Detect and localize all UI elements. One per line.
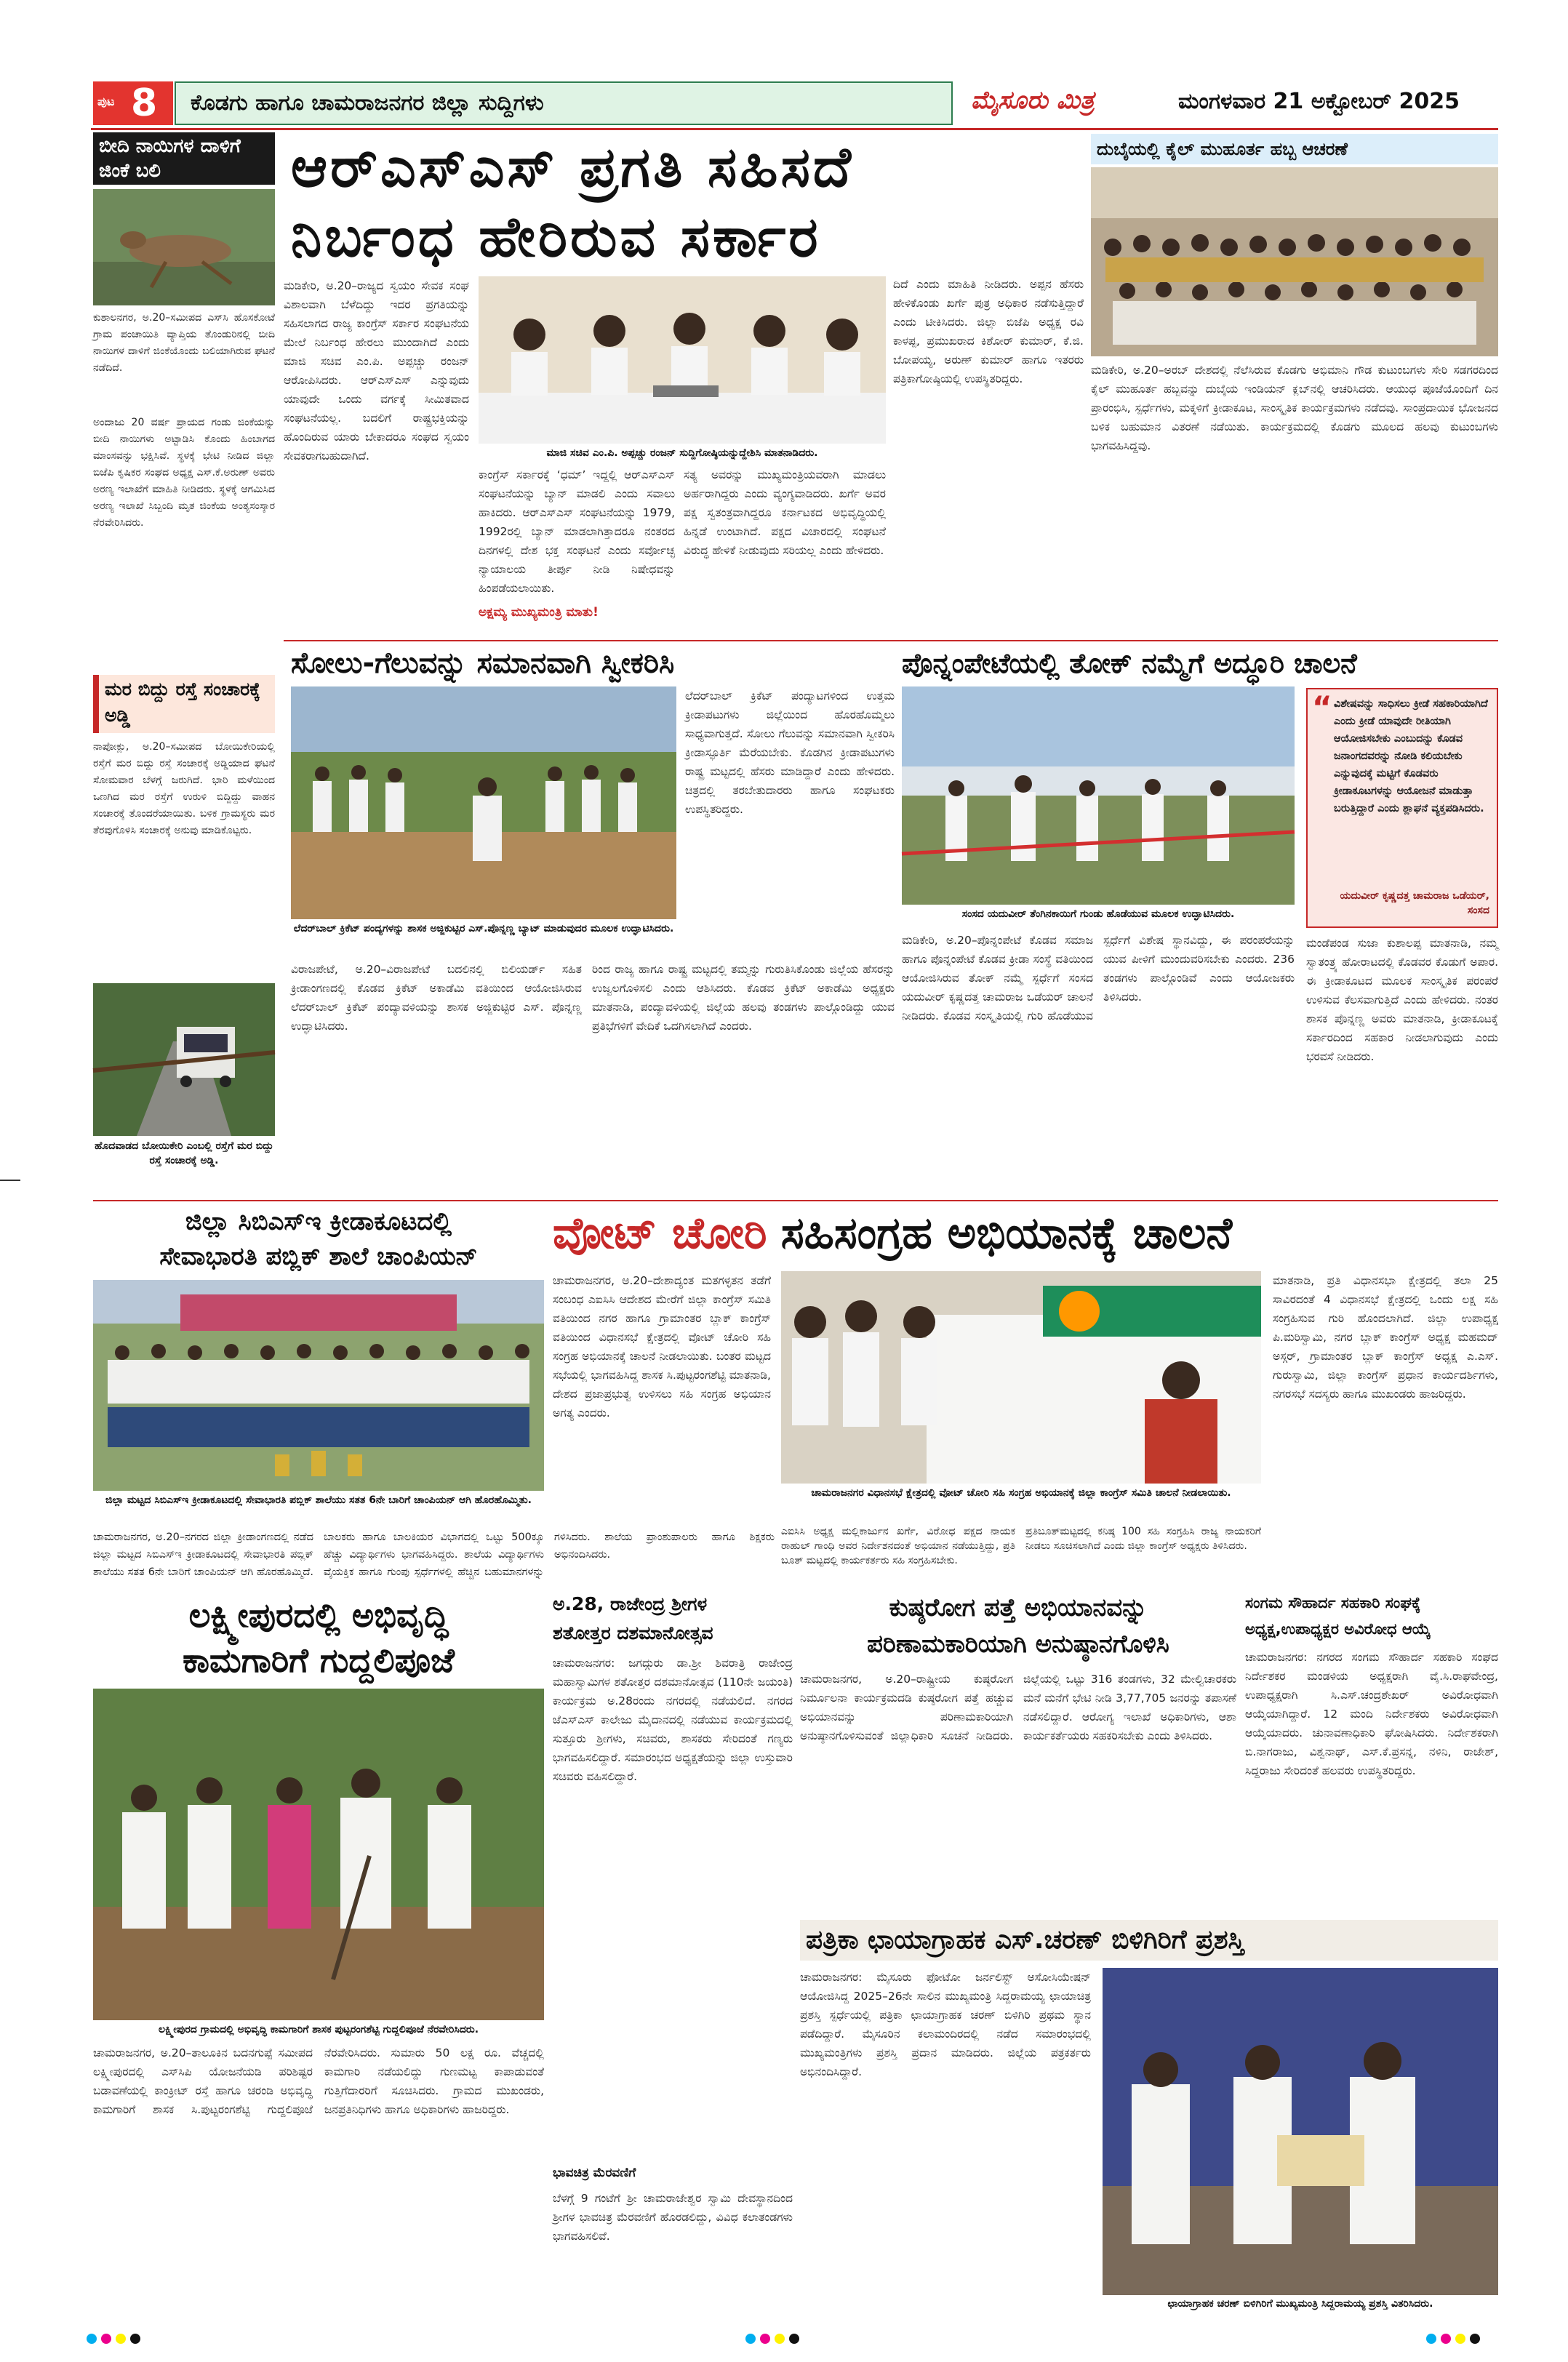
seva-body: ಚಾಮರಾಜನಗರ, ಅ.20–ನಗರದ ಜಿಲ್ಲಾ ಕ್ರೀಡಾಂಗಣದಲ್ಲಿ ನಡೆದ ಜಿಲ್ಲಾ ಮಟ್ಟದ ಸಿಬಿಎಸ್‌ಇ ಕ್ರೀಡಾಕೂಟದಲ್ಲಿ ಸೇವಾಭಾರತಿ ಪಬ್ಲಿಕ್ ಶಾಲೆಯು ಸತತ 6ನೇ ಬಾರಿಗೆ ಚಾಂಪಿಯನ್ ಆಗಿ ಹೊರಹೊಮ್ಮಿದೆ. ಬಾಲಕರು ಹಾಗೂ ಬಾಲಕಿಯರ ವಿಭಾಗದಲ್ಲಿ ಒಟ್ಟು 500ಕ್ಕೂ ಹೆಚ್ಚು ವಿದ್ಯಾರ್ಥಿಗಳು ಭಾಗವಹಿಸಿದ್ದರು. ಶಾಲೆಯ ವಿದ್ಯಾರ್ಥಿಗಳು ವೈಯಕ್ತಿಕ ಹಾಗೂ ಗುಂಪು ಸ್ಪರ್ಧೆಗಳಲ್ಲಿ ಹೆಚ್ಚಿನ ಬಹುಮಾನಗಳನ್ನು ಗಳಿಸಿದರು. ಶಾಲೆಯ ಪ್ರಾಂಶುಪಾಲರು ಹಾಗೂ ಶಿಕ್ಷಕರು ಅಭಿನಂದಿಸಿದರು. (93, 1532, 775, 1578)
vote-below-left: ಎಐಸಿಸಿ ಅಧ್ಯಕ್ಷ ಮಲ್ಲಿಕಾರ್ಜುನ ಖರ್ಗೆ, ವಿರೋಧ ಪಕ್ಷದ ನಾಯಕ ರಾಹುಲ್ ಗಾಂಧಿ ಅವರ ನಿರ್ದೇಶನದಂತೆ ಅಭಿಯಾನ ನಡೆಯುತ್ತಿದ್ದು, ಪ್ರತಿ ಬೂತ್ ಮಟ್ಟದಲ್ಲಿ ಕಾರ್ಯಕರ್ತರು ಸಹಿ ಸಂಗ್ರಹಿಸಬೇಕು. (781, 1526, 1015, 1566)
seva-headline-2: ಸೇವಾಭಾರತಿ ಪಬ್ಲಿಕ್ ಶಾಲೆ ಚಾಂಪಿಯನ್ (159, 1242, 478, 1271)
rss-press-photo (479, 276, 886, 444)
ponnampet-quote-author: ಯದುವೀರ್ ಕೃಷ್ಣದತ್ತ ಚಾಮರಾಜ ಒಡೆಯರ್, ಸಂಸದ (1340, 890, 1489, 916)
rss-col-2: ಕಾಂಗ್ರೆಸ್ ಸರ್ಕಾರಕ್ಕೆ ‘ಧಮ್’ ಇದ್ದಲ್ಲಿ ಆರ್‌ಎಸ್‌ಎಸ್ ಸಂಘಟನೆಯನ್ನು ಬ್ಯಾನ್ ಮಾಡಲಿ ಎಂದು ಸವಾಲು ಹಾಕಿದರು. ಆರ್‌ಎಸ್‌ಎಸ್ ಸಂಘಟನೆಯನ್ನು 1979, 1992ರಲ್ಲಿ ಬ್ಯಾನ್ ಮಾಡಲಾಗಿತ್ತಾದರೂ ನಂತರದ ದಿನಗಳಲ್ಲಿ ದೇಶ ಭಕ್ತ ಸಂಘಟನೆ ಎಂದು ಸರ್ವೋಚ್ಛ ನ್ಯಾಯಾಲಯ ತೀರ್ಪು ನೀಡಿ ನಿಷೇಧವನ್ನು ಹಿಂಪಡೆಯಲಾಯಿತು. (479, 468, 675, 595)
leprosy-body: ಚಾಮರಾಜನಗರ, ಅ.20–ರಾಷ್ಟ್ರೀಯ ಕುಷ್ಠರೋಗ ನಿರ್ಮೂಲನಾ ಕಾರ್ಯಕ್ರಮದಡಿ ಕುಷ್ಠರೋಗ ಪತ್ತೆ ಹಚ್ಚುವ ಅಭಿಯಾನವನ್ನು ಪರಿಣಾಮಕಾರಿಯಾಗಿ ಅನುಷ್ಠಾನಗೊಳಿಸುವಂತೆ ಜಿಲ್ಲಾಧಿಕಾರಿ ಸೂಚನೆ ನೀಡಿದರು. ಜಿಲ್ಲೆಯಲ್ಲಿ ಒಟ್ಟು 316 ತಂಡಗಳು, 32 ಮೇಲ್ವಿಚಾರಕರು ಮನೆ ಮನೆಗೆ ಭೇಟಿ ನೀಡಿ 3,77,705 ಜನರನ್ನು ತಪಾಸಣೆ ನಡೆಸಲಿದ್ದಾರೆ. ಆರೋಗ್ಯ ಇಲಾಖೆ ಅಧಿಕಾರಿಗಳು, ಆಶಾ ಕಾರ್ಯಕರ್ತೆಯರು ಸಹಕರಿಸಬೇಕು ಎಂದು ತಿಳಿಸಿದರು. (800, 1673, 1236, 1742)
cricket-caption: ಲೆದರ್‌ಬಾಲ್ ಕ್ರಿಕೆಟ್ ಪಂದ್ಯಗಳನ್ನು ಶಾಸಕ ಅಜ್ಜಿಕುಟ್ಟಿರ ಎಸ್.ಪೊನ್ನಣ್ಣ ಬ್ಯಾಟ್ ಮಾಡುವುದರ ಮೂಲಕ ಉದ್ಘಾಟಿಸಿದರು. (291, 921, 676, 954)
cricket-col-right: ಲೆದರ್‌ಬಾಲ್ ಕ್ರಿಕೆಟ್ ಪಂದ್ಯಾಟಗಳಿಂದ ಉತ್ತಮ ಕ್ರೀಡಾಪಟುಗಳು ಜಿಲ್ಲೆಯಿಂದ ಹೊರಹೊಮ್ಮಲು ಸಾಧ್ಯವಾಗುತ್ತದೆ. ಸೋಲು ಗೆಲುವನ್ನು ಸಮಾನವಾಗಿ ಸ್ವೀಕರಿಸಿ ಕ್ರೀಡಾಸ್ಫೂರ್ತಿ ಮೆರೆಯಬೇಕು. ಕೊಡಗಿನ ಕ್ರೀಡಾಪಟುಗಳು ರಾಷ್ಟ್ರ ಮಟ್ಟದಲ್ಲಿ ಹೆಸರು ಮಾಡಿದ್ದಾರೆ ಎಂದು ಹೇಳಿದರು. ಚಿತ್ರದಲ್ಲಿ ತರಬೇತುದಾರರು ಹಾಗೂ ಸಂಘಟಕರು ಉಪಸ್ಥಿತರಿದ್ದರು. (685, 689, 895, 816)
cricket-image (291, 686, 676, 919)
photo-award-body: ಚಾಮರಾಜನಗರ: ಮೈಸೂರು ಫೋಟೋ ಜರ್ನಲಿಸ್ಟ್ ಅಸೋಸಿಯೇಷನ್ ಆಯೋಜಿಸಿದ್ದ 2025–26ನೇ ಸಾಲಿನ ಮುಖ್ಯಮಂತ್ರಿ ಸಿದ್ದರಾಮಯ್ಯ ಛಾಯಾಚಿತ್ರ ಪ್ರಶಸ್ತಿ ಸ್ಪರ್ಧೆಯಲ್ಲಿ ಪತ್ರಿಕಾ ಛಾಯಾಗ್ರಾಹಕ ಚರಣ್ ಬಿಳಿಗಿರಿ ಪ್ರಥಮ ಸ್ಥಾನ ಪಡೆದಿದ್ದಾರೆ. ಮೈಸೂರಿನ ಕಲಾಮಂದಿರದಲ್ಲಿ ನಡೆದ ಸಮಾರಂಭದಲ್ಲಿ ಮುಖ್ಯಮಂತ್ರಿಗಳು ಪ್ರಶಸ್ತಿ ಪ್ರದಾನ ಮಾಡಿದರು. ಜಿಲ್ಲೆಯ ಪತ್ರಕರ್ತರು ಅಭಿನಂದಿಸಿದ್ದಾರೆ. (800, 1971, 1091, 2078)
ponnampet-caption: ಸಂಸದ ಯದುವೀರ್ ತೆಂಗಿನಕಾಯಿಗೆ ಗುಂಡು ಹೊಡೆಯುವ ಮೂಲಕ ಉದ್ಘಾಟಿಸಿದರು. (902, 906, 1295, 925)
rss-caption: ಮಾಜಿ ಸಚಿವ ಎಂ.ಪಿ. ಅಪ್ಪಚ್ಚು ರಂಜನ್ ಸುದ್ದಿಗೋಷ್ಠಿಯನ್ನುದ್ದೇಶಿಸಿ ಮಾತನಾಡಿದರು. (479, 445, 886, 463)
issue-date: ಮಂಗಳವಾರ 21 ಅಕ್ಟೋಬರ್ 2025 (1178, 89, 1460, 114)
vote-body-right: ಮಾತನಾಡಿ, ಪ್ರತಿ ವಿಧಾನಸಭಾ ಕ್ಷೇತ್ರದಲ್ಲಿ ತಲಾ 25 ಸಾವಿರದಂತೆ 4 ವಿಧಾನಸಭೆ ಕ್ಷೇತ್ರದಲ್ಲಿ ಒಂದು ಲಕ್ಷ ಸಹಿ ಸಂಗ್ರಹಿಸುವ ಗುರಿ ಹೊಂದಲಾಗಿದೆ. ಜಿಲ್ಲಾ ಉಪಾಧ್ಯಕ್ಷ ಪಿ.ಮರಿಸ್ವಾಮಿ, ನಗರ ಬ್ಲಾಕ್ ಕಾಂಗ್ರೆಸ್ ಅಧ್ಯಕ್ಷ ಮಹಮದ್ ಅಸ್ಗರ್, ಗ್ರಾಮಾಂತರ ಬ್ಲಾಕ್ ಕಾಂಗ್ರೆಸ್ ಅಧ್ಯಕ್ಷ ಎ.ಎಸ್. ಗುರುಸ್ವಾಮಿ, ಜಿಲ್ಲಾ ಕಾಂಗ್ರೆಸ್ ಪ್ರಧಾನ ಕಾರ್ಯದರ್ಶಿಗಳು, ನಗರಸಭೆ ಸದಸ್ಯರು ಹಾಗೂ ಮುಖಂಡರು ಹಾಜರಿದ್ದರು. (1273, 1274, 1498, 1401)
photo-award-headline: ಪತ್ರಿಕಾ ಛಾಯಾಗ್ರಾಹಕ ಎಸ್.ಚರಣ್ ಬಿಳಿಗಿರಿಗೆ ಪ್ರಶಸ್ತಿ (800, 1920, 1498, 1961)
rss-headline-1: ಆರ್‌ಎಸ್‌ಎಸ್ ಪ್ರಗತಿ ಸಹಿಸದೆ (291, 135, 854, 199)
rajendra-headline-2: ಶತೋತ್ತರ ದಶಮಾನೋತ್ಸವ (553, 1622, 713, 1644)
middle-band-divider (93, 1200, 1498, 1201)
ponnampet-quote-text: ವಿಶೇಷವನ್ನು ಸಾಧಿಸಲು ಕ್ರೀಡೆ ಸಹಕಾರಿಯಾಗಿದೆ ಎಂದು ಕ್ರೀಡೆ ಯಾವುದೇ ರೀತಿಯಾಗಿ ಆಯೋಜಿಸಬೇಕು ಎಂಬುದನ್ನು ಕೊಡವ ಜನಾಂಗದವರನ್ನು ನೋಡಿ ಕಲಿಯಬೇಕು ಎನ್ನುವುದಕ್ಕೆ ಮಟ್ಟಿಗೆ ಕೊಡವರು ಕ್ರೀಡಾಕೂಟಗಳನ್ನು ಆಯೋಜನೆ ಮಾಡುತ್ತಾ ಬರುತ್ತಿದ್ದಾರೆ ಎಂದು ಶ್ಲಾಘನೆ ವ್ಯಕ್ತಪಡಿಸಿದರು. (1334, 698, 1488, 814)
page-number-box (93, 81, 173, 125)
vote-body-left-2 (553, 1505, 771, 1578)
photo-award-story (800, 1920, 1498, 2327)
vote-caption: ಚಾಮರಾಜನಗರ ವಿಧಾನಸಭೆ ಕ್ಷೇತ್ರದಲ್ಲಿ ವೋಟ್ ಚೋರಿ ಸಹಿ ಸಂಗ್ರಹ ಅಭಿಯಾನಕ್ಕೆ ಜಿಲ್ಲಾ ಕಾಂಗ್ರೆಸ್ ಸಮಿತಿ ಚಾಲನೆ ನೀಡಲಾಯಿತು. (781, 1485, 1261, 1521)
vote-below-right: ಪ್ರತಿಬೂತ್‌ಮಟ್ಟದಲ್ಲಿ ಕನಿಷ್ಠ 100 ಸಹಿ ಸಂಗ್ರಹಿಸಿ ರಾಜ್ಯ ನಾಯಕರಿಗೆ ನೀಡಲು ಸೂಚಿಸಲಾಗಿದೆ ಎಂದು ಜಿಲ್ಲಾ ಕಾಂಗ್ರೆಸ್ ಅಧ್ಯಕ್ಷರು ತಿಳಿಸಿದರು. (1025, 1526, 1261, 1552)
deer-story (93, 132, 275, 670)
rss-col-1: ಮಡಿಕೇರಿ, ಅ.20–ರಾಜ್ಯದ ಸ್ವಯಂ ಸೇವಕ ಸಂಘ ವಿಶಾಲವಾಗಿ ಬೆಳೆದಿದ್ದು ಇದರ ಪ್ರಗತಿಯನ್ನು ಸಹಿಸಲಾಗದ ರಾಜ್ಯ ಕಾಂಗ್ರೆಸ್ ಸರ್ಕಾರ ಸಂಘಟನೆಯ ಮೇಲೆ ನಿರ್ಬಂಧ ಹೇರಲು ಮುಂದಾಗಿದೆ ಎಂದು ಮಾಜಿ ಸಚಿವ ಎಂ.ಪಿ. ಅಪ್ಪಚ್ಚು ರಂಜನ್ ಆರೋಪಿಸಿದರು. ಆರ್‌ಎಸ್‌ಎಸ್ ಎನ್ನುವುದು ಯಾವುದೇ ಒಂದು ವರ್ಗಕ್ಕೆ ಸೀಮಿತವಾದ ಸಂಘಟನೆಯಲ್ಲ. ಬದಲಿಗೆ ರಾಷ್ಟ್ರಭಕ್ತಿಯನ್ನು ಹೊಂದಿರುವ ಯಾರು ಬೇಕಾದರೂ ಸಂಘದ ಸ್ವಯಂ ಸೇವಕರಾಗಬಹುದಾಗಿದೆ. (284, 279, 469, 463)
seva-headline-1: ಜಿಲ್ಲಾ ಸಿಬಿಎಸ್‌ಇ ಕ್ರೀಡಾಕೂಟದಲ್ಲಿ (185, 1207, 452, 1236)
masthead (87, 81, 1495, 127)
sangama-story (1245, 1590, 1498, 1917)
groundbreaking-image (93, 1689, 544, 2020)
cricket-photo (291, 686, 676, 919)
seva-caption: ಜಿಲ್ಲಾ ಮಟ್ಟದ ಸಿಬಿಎಸ್‌ಇ ಕ್ರೀಡಾಕೂಟದಲ್ಲಿ ಸೇವಾಭಾರತಿ ಪಬ್ಲಿಕ್ ಶಾಲೆಯು ಸತತ 6ನೇ ಬಾರಿಗೆ ಚಾಂಪಿಯನ್ ಆಗಿ ಹೊರಹೊಮ್ಮಿತು. (93, 1492, 544, 1526)
vote-headline-black: ಸಹಿಸಂಗ್ರಹ ಅಭಿಯಾನಕ್ಕೆ ಚಾಲನೆ (780, 1208, 1233, 1259)
shooting-event-image (902, 686, 1295, 905)
award-ceremony-image (1103, 1968, 1498, 2295)
deer-image (93, 189, 275, 305)
vote-headline (553, 1204, 1498, 1262)
ponnampet-body-2: ಮಂಡೆಪಂಡ ಸುಜಾ ಕುಶಾಲಪ್ಪ ಮಾತನಾಡಿ, ನಮ್ಮ ಸ್ವಾತಂತ್ರ್ಯ ಹೋರಾಟದಲ್ಲಿ ಕೊಡವರ ಕೊಡುಗೆ ಅಪಾರ. ಈ ಕ್ರೀಡಾಕೂಟದ ಮೂಲಕ ಸಾಂಸ್ಕೃತಿಕ ಪರಂಪರೆ ಉಳಿಸುವ ಕೆಲಸವಾಗುತ್ತಿದೆ ಎಂದು ಹೇಳಿದರು. ನಂತರ ಶಾಸಕ ಪೊನ್ನಣ್ಣ ಅವರು ಮಾತನಾಡಿ, ಕ್ರೀಡಾಕೂಟಕ್ಕೆ ಸರ್ಕಾರದಿಂದ ಸಹಕಾರ ನೀಡಲಾಗುವುದು ಎಂದು ಭರವಸೆ ನೀಡಿದರು. (1306, 937, 1498, 1063)
deer-body-1: ಕುಶಾಲನಗರ, ಅ.20–ಸಮೀಪದ ಎಸ್‌ಸಿ ಹೊಸಕೋಟೆ ಗ್ರಾಮ ಪಂಚಾಯಿತಿ ವ್ಯಾಪ್ತಿಯ ತೊಂಡುರಿನಲ್ಲಿ ಬೀದಿ ನಾಯಿಗಳ ದಾಳಿಗೆ ಜಿಂಕೆಯೊಂದು ಬಲಿಯಾಗಿರುವ ಘಟನೆ ನಡೆದಿದೆ. (93, 312, 275, 374)
sangama-headline-2: ಅಧ್ಯಕ್ಷ,ಉಪಾಧ್ಯಕ್ಷರ ಅವಿರೋಧ ಆಯ್ಕೆ (1245, 1620, 1431, 1638)
cmyk-dots-icon (745, 2331, 832, 2346)
dubai-body: ಮಡಿಕೇರಿ, ಅ.20–ಅರಬ್ ದೇಶದಲ್ಲಿ ನೆಲೆಸಿರುವ ಕೊಡಗು ಅಭಿಮಾನಿ ಗೌಡ ಕುಟುಂಬಗಳು ಸೇರಿ ಸಡಗರದಿಂದ ಕೈಲ್ ಮುಹೂರ್ತ ಹಬ್ಬವನ್ನು ದುಬೈಯ ಇಂಡಿಯನ್ ಕ್ಲಬ್‌ನಲ್ಲಿ ಆಚರಿಸಿದರು. ಆಯುಧ ಪೂಜೆಯೊಂದಿಗೆ ದಿನ ಪ್ರಾರಂಭಿಸಿ, ಸ್ಪರ್ಧೆಗಳು, ಮಕ್ಕಳಿಗೆ ಕ್ರೀಡಾಕೂಟ, ಸಾಂಸ್ಕೃತಿಕ ಕಾರ್ಯಕ್ರಮಗಳು ನಡೆದವು. ಸಾಂಪ್ರದಾಯಿಕ ಭೋಜನದ ಬಳಿಕ ಬಹುಮಾನ ವಿತರಣೆ ನಡೆಯಿತು. ಕಾರ್ಯಕ್ರಮದಲ್ಲಿ ಕೊಡಗು ಮೂಲದ ಹಲವು ಕುಟುಂಬಗಳು ಭಾಗವಹಿಸಿದ್ದವು. (1091, 364, 1498, 452)
lakshmi-photo (93, 1689, 544, 2020)
vote-story (553, 1204, 1498, 1582)
deer-photo (93, 189, 275, 305)
tree-caption: ಹೊದವಾಡದ ಬೋಯಿಕೇರಿ ಎಂಬಲ್ಲಿ ರಸ್ತೆಗೆ ಮರ ಬಿದ್ದು ರಸ್ತೆ ಸಂಚಾರಕ್ಕೆ ಅಡ್ಡಿ. (93, 1139, 275, 1182)
ponnampet-quote-box (1306, 688, 1498, 928)
rajendra-body: ಚಾಮರಾಜನಗರ: ಜಗದ್ಗುರು ಡಾ.ಶ್ರೀ ಶಿವರಾತ್ರಿ ರಾಜೇಂದ್ರ ಮಹಾಸ್ವಾಮಿಗಳ ಶತೋತ್ತರ ದಶಮಾನೋತ್ಸವ (110ನೇ ಜಯಂತಿ) ಕಾರ್ಯಕ್ರಮ ಅ.28ರಂದು ನಗರದಲ್ಲಿ ನಡೆಯಲಿದೆ. ನಗರದ ಜೆಎಸ್‌ಎಸ್ ಕಾಲೇಜು ಮೈದಾನದಲ್ಲಿ ನಡೆಯುವ ಕಾರ್ಯಕ್ರಮದಲ್ಲಿ ಸುತ್ತೂರು ಶ್ರೀಗಳು, ಸಚಿವರು, ಶಾಸಕರು ಸೇರಿದಂತೆ ಗಣ್ಯರು ಭಾಗವಹಿಸಲಿದ್ದಾರೆ. ಸಮಾರಂಭದ ಅಧ್ಯಕ್ಷತೆಯನ್ನು ಜಿಲ್ಲಾ ಉಸ್ತುವಾರಿ ಸಚಿವರು ವಹಿಸಲಿದ್ದಾರೆ. (553, 1657, 793, 1783)
rss-headline-2: ನಿರ್ಬಂಧ ಹೇರಿರುವ ಸರ್ಕಾರ (291, 204, 821, 269)
registration-marks-center (745, 2331, 832, 2346)
cmyk-dots-icon (86, 2331, 173, 2346)
dubai-headline: ದುಬೈಯಲ್ಲಿ ಕೈಲ್ ಮುಹೂರ್ತ ಹಬ್ಬ ಆಚರಣೆ (1091, 134, 1498, 164)
vote-headline-red: ವೋಟ್ ಚೋರಿ (553, 1208, 767, 1259)
quote-mark-icon: “ (1312, 689, 1332, 725)
sangama-body: ಚಾಮರಾಜನಗರ: ನಗರದ ಸಂಗಮ ಸೌಹಾರ್ದ ಸಹಕಾರಿ ಸಂಘದ ನಿರ್ದೇಶಕರ ಮಂಡಳಿಯ ಅಧ್ಯಕ್ಷರಾಗಿ ವೈ.ಸಿ.ರಾಘವೇಂದ್ರ, ಉಪಾಧ್ಯಕ್ಷರಾಗಿ ಸಿ.ಎಸ್.ಚಂದ್ರಶೇಖರ್ ಅವಿರೋಧವಾಗಿ ಆಯ್ಕೆಯಾಗಿದ್ದಾರೆ. 12 ಮಂದಿ ನಿರ್ದೇಶಕರು ಅವಿರೋಧವಾಗಿ ಆಯ್ಕೆಯಾದರು. ಚುನಾವಣಾಧಿಕಾರಿ ಘೋಷಿಸಿದರು. ನಿರ್ದೇಶಕರಾಗಿ ಬಿ.ನಾಗರಾಜು, ವಿಶ್ವನಾಥ್, ಎಸ್.ಕೆ.ಪ್ರಸನ್ನ, ನಳಿನಿ, ರಾಜೇಶ್, ಸಿದ್ದರಾಜು ಸೇರಿದಂತೆ ಹಲವರು ಉಪಸ್ಥಿತರಿದ್ದರು. (1245, 1651, 1498, 1777)
leprosy-headline-2: ಪರಿಣಾಮಕಾರಿಯಾಗಿ ಅನುಷ್ಠಾನಗೊಳಿಸಿ (867, 1630, 1169, 1659)
rajendra-subhead: ಭಾವಚಿತ್ರ ಮೆರವಣಿಗೆ (553, 2166, 636, 2180)
ponnampet-story (902, 643, 1498, 1196)
lakshmi-caption: ಲಕ್ಷ್ಮೀಪುರದ ಗ್ರಾಮದಲ್ಲಿ ಅಭಿವೃದ್ಧಿ ಕಾಮಗಾರಿಗೆ ಶಾಸಕ ಪುಟ್ಟರಂಗಶೆಟ್ಟಿ ಗುದ್ದಲಿಪೂಜೆ ನೆರವೇರಿಸಿದರು. (93, 2022, 544, 2041)
school-team-image (93, 1280, 544, 1491)
rajendra-story (553, 1590, 793, 2324)
section-title: ಕೊಡಗು ಹಾಗೂ ಚಾಮರಾಜನಗರ ಜಿಲ್ಲಾ ಸುದ್ದಿಗಳು (191, 90, 544, 116)
registration-marks-left (86, 2331, 173, 2346)
side-tick (0, 1180, 20, 1181)
page-label: ಪುಟ (97, 95, 115, 108)
dubai-story (1091, 134, 1498, 638)
registration-marks-right (1425, 2331, 1498, 2346)
ponnampet-headline: ಪೊನ್ನಂಪೇಟೆಯಲ್ಲಿ ತೋಕ್ ನಮ್ಮೆಗೆ ಅದ್ಧೂರಿ ಚಾಲನೆ (902, 647, 1357, 679)
ponnampet-body: ಮಡಿಕೇರಿ, ಅ.20–ಪೊನ್ನಂಪೇಟೆ ಕೊಡವ ಸಮಾಜ ಹಾಗೂ ಪೊನ್ನಂಪೇಟೆ ಕೊಡವ ಕ್ರೀಡಾ ಸಂಸ್ಥೆ ವತಿಯಿಂದ ಆಯೋಜಿಸಿರುವ ತೋಕ್ ನಮ್ಮೆ ಸ್ಪರ್ಧೆಗೆ ಸಂಸದ ಯದುವೀರ್ ಕೃಷ್ಣದತ್ತ ಚಾಮರಾಜ ಒಡೆಯರ್ ಚಾಲನೆ ನೀಡಿದರು. ಕೊಡವ ಸಂಸ್ಕೃತಿಯಲ್ಲಿ ಗುರಿ ಹೊಡೆಯುವ ಸ್ಪರ್ಧೆಗೆ ವಿಶೇಷ ಸ್ಥಾನವಿದ್ದು, ಈ ಪರಂಪರೆಯನ್ನು ಯುವ ಪೀಳಿಗೆ ಮುಂದುವರಿಸಬೇಕು ಎಂದರು. 236 ತಂಡಗಳು ಪಾಲ್ಗೊಂಡಿವೆ ಎಂದು ಆಯೋಜಕರು ತಿಳಿಸಿದರು. (902, 934, 1295, 1022)
cricket-story (284, 643, 895, 1196)
lakshmi-headline-1: ಲಕ್ಷ್ಮೀಪುರದಲ್ಲಿ ಅಭಿವೃದ್ಧಿ (188, 1596, 449, 1635)
vote-photo (781, 1271, 1261, 1484)
lakshmi-headline-2: ಕಾಮಗಾರಿಗೆ ಗುದ್ದಲಿಪೂಜೆ (183, 1641, 455, 1680)
rss-col-2-subhead: ಅಕ್ಷಮ್ಯ ಮುಖ್ಯಮಂತ್ರಿ ಮಾತು! (479, 605, 599, 620)
photo-award-caption: ಛಾಯಾಗ್ರಾಹಕ ಚರಣ್ ಬಿಳಿಗಿರಿಗೆ ಮುಖ್ಯಮಂತ್ರಿ ಸಿದ್ದರಾಮಯ್ಯ ಪ್ರಶಸ್ತಿ ವಿತರಿಸಿದರು. (1103, 2297, 1498, 2326)
tree-headline: ಮರ ಬಿದ್ದು ರಸ್ತೆ ಸಂಚಾರಕ್ಕೆ ಅಡ್ಡಿ (93, 675, 275, 733)
dubai-photo (1091, 167, 1498, 356)
top-band-divider (284, 640, 1498, 641)
tree-photo (93, 983, 275, 1136)
rajendra-body-2: ಬೆಳಗ್ಗೆ 9 ಗಂಟೆಗೆ ಶ್ರೀ ಚಾಮರಾಜೇಶ್ವರ ಸ್ವಾಮಿ ದೇವಸ್ಥಾನದಿಂದ ಶ್ರೀಗಳ ಭಾವಚಿತ್ರ ಮೆರವಣಿಗೆ ಹೊರಡಲಿದ್ದು, ವಿವಿಧ ಕಲಾತಂಡಗಳು ಭಾಗವಹಿಸಲಿವೆ. (553, 2192, 793, 2243)
masthead-rule (91, 128, 1498, 130)
group-photo (1091, 167, 1498, 356)
leprosy-headline-1: ಕುಷ್ಠರೋಗ ಪತ್ತೆ ಅಭಿಯಾನವನ್ನು (889, 1593, 1148, 1622)
signature-campaign-image (781, 1271, 1261, 1484)
deer-body-2: ಅಂದಾಜು 20 ವರ್ಷ ಪ್ರಾಯದ ಗಂಡು ಜಿಂಕೆಯನ್ನು ಬೀದಿ ನಾಯಿಗಳು ಅಟ್ಟಾಡಿಸಿ ಕೊಂದು ಹಿಂಬಾಗದ ಮಾಂಸವನ್ನು ಭಕ್ಷಿಸಿವೆ. ಸ್ಥಳಕ್ಕೆ ಭೇಟಿ ನೀಡಿದ ಜಿಲ್ಲಾ ಬಿಜೆಪಿ ಕೃಷಿಕರ ಸಂಘದ ಅಧ್ಯಕ್ಷ ಎಸ್.ಕೆ.ಅರುಣ್ ಅವರು ಅರಣ್ಯ ಇಲಾಖೆಗೆ ಮಾಹಿತಿ ನೀಡಿದರು. ಸ್ಥಳಕ್ಕೆ ಆಗಮಿಸಿದ ಅರಣ್ಯ ಇಲಾಖೆ ಸಿಬ್ಬಂದಿ ಮೃತ ಜಿಂಕೆಯ ಅಂತ್ಯಸಂಸ್ಕಾರ ನೆರವೇರಿಸಿದರು. (93, 417, 275, 529)
section-band (175, 81, 953, 125)
cricket-body-b: ರಿಂದ ರಾಜ್ಯ ಹಾಗೂ ರಾಷ್ಟ್ರ ಮಟ್ಟದಲ್ಲಿ ತಮ್ಮನ್ನು ಗುರುತಿಸಿಕೊಂಡು ಜಿಲ್ಲೆಯ ಹೆಸರನ್ನು ಉಜ್ವಲಗೊಳಿಸಲಿ ಎಂದು ಆಶಿಸಿದರು. ಕೊಡವ ಕ್ರಿಕೆಟ್ ಅಕಾಡೆಮಿ ಅಧ್ಯಕ್ಷರು ಮಾತನಾಡಿ, ಪಂದ್ಯಾವಳಿಯಲ್ಲಿ ಜಿಲ್ಲೆಯ ಹಲವು ತಂಡಗಳು ಪಾಲ್ಗೊಂಡಿದ್ದು ಯುವ ಪ್ರತಿಭೆಗಳಿಗೆ ವೇದಿಕೆ ಒದಗಿಸಲಾಗಿದೆ ಎಂದರು. (592, 963, 895, 1033)
page-number: 8 (131, 81, 158, 125)
seva-photo (93, 1280, 544, 1491)
leprosy-story (800, 1590, 1236, 1902)
vote-body-left: ಚಾಮರಾಜನಗರ, ಅ.20–ದೇಶಾದ್ಯಂತ ಮತಗಳ್ಳತನ ತಡೆಗೆ ಸಂಬಂಧ ಎಐಸಿಸಿ ಆದೇಶದ ಮೇರೆಗೆ ಜಿಲ್ಲಾ ಕಾಂಗ್ರೆಸ್ ಸಮಿತಿ ವತಿಯಿಂದ ನಗರ ಹಾಗೂ ಗ್ರಾಮಾಂತರ ಬ್ಲಾಕ್ ಕಾಂಗ್ರೆಸ್ ವತಿಯಿಂದ ವಿಧಾನಸಭೆ ಕ್ಷೇತ್ರದಲ್ಲಿ ವೋಟ್ ಚೋರಿ ಸಹಿ ಸಂಗ್ರಹ ಅಭಿಯಾನಕ್ಕೆ ಚಾಲನೆ ನೀಡಲಾಯಿತು. ಬಂತರ ಮಟ್ಟದ ಸಭೆಯಲ್ಲಿ ಭಾಗವಹಿಸಿದ್ದ ಶಾಸಕ ಸಿ.ಪುಟ್ಟರಂಗಶೆಟ್ಟಿ ಮಾತನಾಡಿ, ದೇಶದ ಪ್ರಜಾಪ್ರಭುತ್ವ ಉಳಿಸಲು ಸಹಿ ಸಂಗ್ರಹ ಅಭಿಯಾನ ಅಗತ್ಯ ಎಂದರು. (553, 1274, 771, 1420)
ponnampet-photo (902, 686, 1295, 905)
road-tree-image (93, 983, 275, 1136)
rss-col-3: ಸತ್ಯ ಅವರನ್ನು ಮುಖ್ಯಮಂತ್ರಿಯವರಾಗಿ ಮಾಡಲು ಅರ್ಹರಾಗಿದ್ದರು ಎಂದು ವ್ಯಂಗ್ಯವಾಡಿದರು. ಖರ್ಗೆ ಅವರ ಪಕ್ಷ ಸ್ವತಂತ್ರವಾಗಿದ್ದರೂ ಕರ್ನಾಟಕದ ಅಭಿವೃದ್ಧಿಯಲ್ಲಿ ಹಿನ್ನಡೆ ಉಂಟಾಗಿದೆ. ಪಕ್ಷದ ವಿಚಾರದಲ್ಲಿ ಸಂಘಟನೆ ವಿರುದ್ಧ ಹೇಳಿಕೆ ನೀಡುವುದು ಸರಿಯಲ್ಲ ಎಂದು ಹೇಳಿದರು. (684, 468, 886, 557)
cmyk-dots-icon (1425, 2331, 1498, 2346)
paper-name: ಮೈಸೂರು ಮಿತ್ರ (971, 86, 1095, 115)
tree-body: ನಾಪೋಕ್ಲು, ಅ.20–ಸಮೀಪದ ಬೋಯಿಕೇರಿಯಲ್ಲಿ ರಸ್ತೆಗೆ ಮರ ಬಿದ್ದು ರಸ್ತೆ ಸಂಚಾರಕ್ಕೆ ಅಡ್ಡಿಯಾದ ಘಟನೆ ಸೋಮವಾರ ಬೆಳಗ್ಗೆ ಜರುಗಿದೆ. ಭಾರಿ ಮಳೆಯಿಂದ ಒಣಗಿದ ಮರ ರಸ್ತೆಗೆ ಉರುಳಿ ಬಿದ್ದಿದ್ದು ವಾಹನ ಸಂಚಾರಕ್ಕೆ ತೊಂದರೆಯಾಯಿತು. ಬಳಿಕ ಗ್ರಾಮಸ್ಥರು ಮರ ತೆರವುಗೊಳಿಸಿ ಸಂಚಾರಕ್ಕೆ ಅನುವು ಮಾಡಿಕೊಟ್ಟರು. (93, 741, 275, 836)
lakshmi-story (93, 1593, 544, 2327)
lakshmi-body: ಚಾಮರಾಜನಗರ, ಅ.20–ತಾಲೂಕಿನ ಬದನಗುಪ್ಪೆ ಸಮೀಪದ ಲಕ್ಷ್ಮೀಪುರದಲ್ಲಿ ಎಸ್‌ಸಿಪಿ ಯೋಜನೆಯಡಿ ಪರಿಶಿಷ್ಟರ ಬಡಾವಣೆಯಲ್ಲಿ ಕಾಂಕ್ರೀಟ್ ರಸ್ತೆ ಹಾಗೂ ಚರಂಡಿ ಅಭಿವೃದ್ಧಿ ಕಾಮಗಾರಿಗೆ ಶಾಸಕ ಸಿ.ಪುಟ್ಟರಂಗಶೆಟ್ಟಿ ಗುದ್ದಲಿಪೂಜೆ ನೆರವೇರಿಸಿದರು. ಸುಮಾರು 50 ಲಕ್ಷ ರೂ. ವೆಚ್ಚದಲ್ಲಿ ಕಾಮಗಾರಿ ನಡೆಯಲಿದ್ದು ಗುಣಮಟ್ಟ ಕಾಪಾಡುವಂತೆ ಗುತ್ತಿಗೆದಾರರಿಗೆ ಸೂಚಿಸಿದರು. ಗ್ರಾಮದ ಮುಖಂಡರು, ಜನಪ್ರತಿನಿಧಿಗಳು ಹಾಗೂ ಅಧಿಕಾರಿಗಳು ಹಾಜರಿದ್ದರು. (93, 2046, 544, 2116)
cricket-headline: ಸೋಲು-ಗೆಲುವನ್ನು ಸಮಾನವಾಗಿ ಸ್ವೀಕರಿಸಿ (291, 646, 675, 680)
rss-col-4-visible: ದಿದೆ ಎಂದು ಮಾಹಿತಿ ನೀಡಿದರು. ಅಪ್ಪನ ಹೆಸರು ಹೇಳಿಕೊಂಡು ಖರ್ಗೆ ಪುತ್ರ ಅಧಿಕಾರ ನಡೆಸುತ್ತಿದ್ದಾರೆ ಎಂದು ಟೀಕಿಸಿದರು. ಜಿಲ್ಲಾ ಬಿಜೆಪಿ ಅಧ್ಯಕ್ಷ ರವಿ ಕಾಳಪ್ಪ, ಪ್ರಮುಖರಾದ ಕಿಶೋರ್ ಕುಮಾರ್, ಕೆ.ಜಿ. ಬೋಪಯ್ಯ, ಅರುಣ್ ಕುಮಾರ್ ಹಾಗೂ ಇತರರು ಪತ್ರಿಕಾಗೋಷ್ಠಿಯಲ್ಲಿ ಉಪಸ್ಥಿತರಿದ್ದರು. (893, 278, 1084, 385)
press-meet-image (479, 276, 886, 444)
tree-story (93, 675, 275, 1184)
cricket-body-a: ವಿರಾಜಪೇಟೆ, ಅ.20–ವಿರಾಜಪೇಟೆ ಬದಲಿನಲ್ಲಿ ಬಿಲಿಯರ್ಡ್ ಸಹಿತ ಕ್ರೀಡಾಂಗಣದಲ್ಲಿ ಕೊಡವ ಕ್ರಿಕೆಟ್ ಅಕಾಡೆಮಿ ವತಿಯಿಂದ ಆಯೋಜಿಸಿರುವ ಲೆದರ್‌ಬಾಲ್ ಕ್ರಿಕೆಟ್ ಪಂದ್ಯಾವಳಿಯನ್ನು ಶಾಸಕ ಅಜ್ಜಿಕುಟ್ಟಿರ ಎಸ್. ಪೊನ್ನಣ್ಣ ಉದ್ಘಾಟಿಸಿದರು. (291, 963, 582, 1033)
deer-headline: ಬೀದಿ ನಾಯಿಗಳ ದಾಳಿಗೆ ಜಿಂಕೆ ಬಲಿ (93, 132, 275, 185)
sangama-headline-1: ಸಂಗಮ ಸೌಹಾರ್ದ ಸಹಕಾರಿ ಸಂಘಕ್ಕೆ (1245, 1594, 1421, 1612)
photo-award-photo (1103, 1968, 1498, 2295)
rajendra-headline-1: ಅ.28, ರಾಜೇಂದ್ರ ಶ್ರೀಗಳ (553, 1593, 708, 1614)
